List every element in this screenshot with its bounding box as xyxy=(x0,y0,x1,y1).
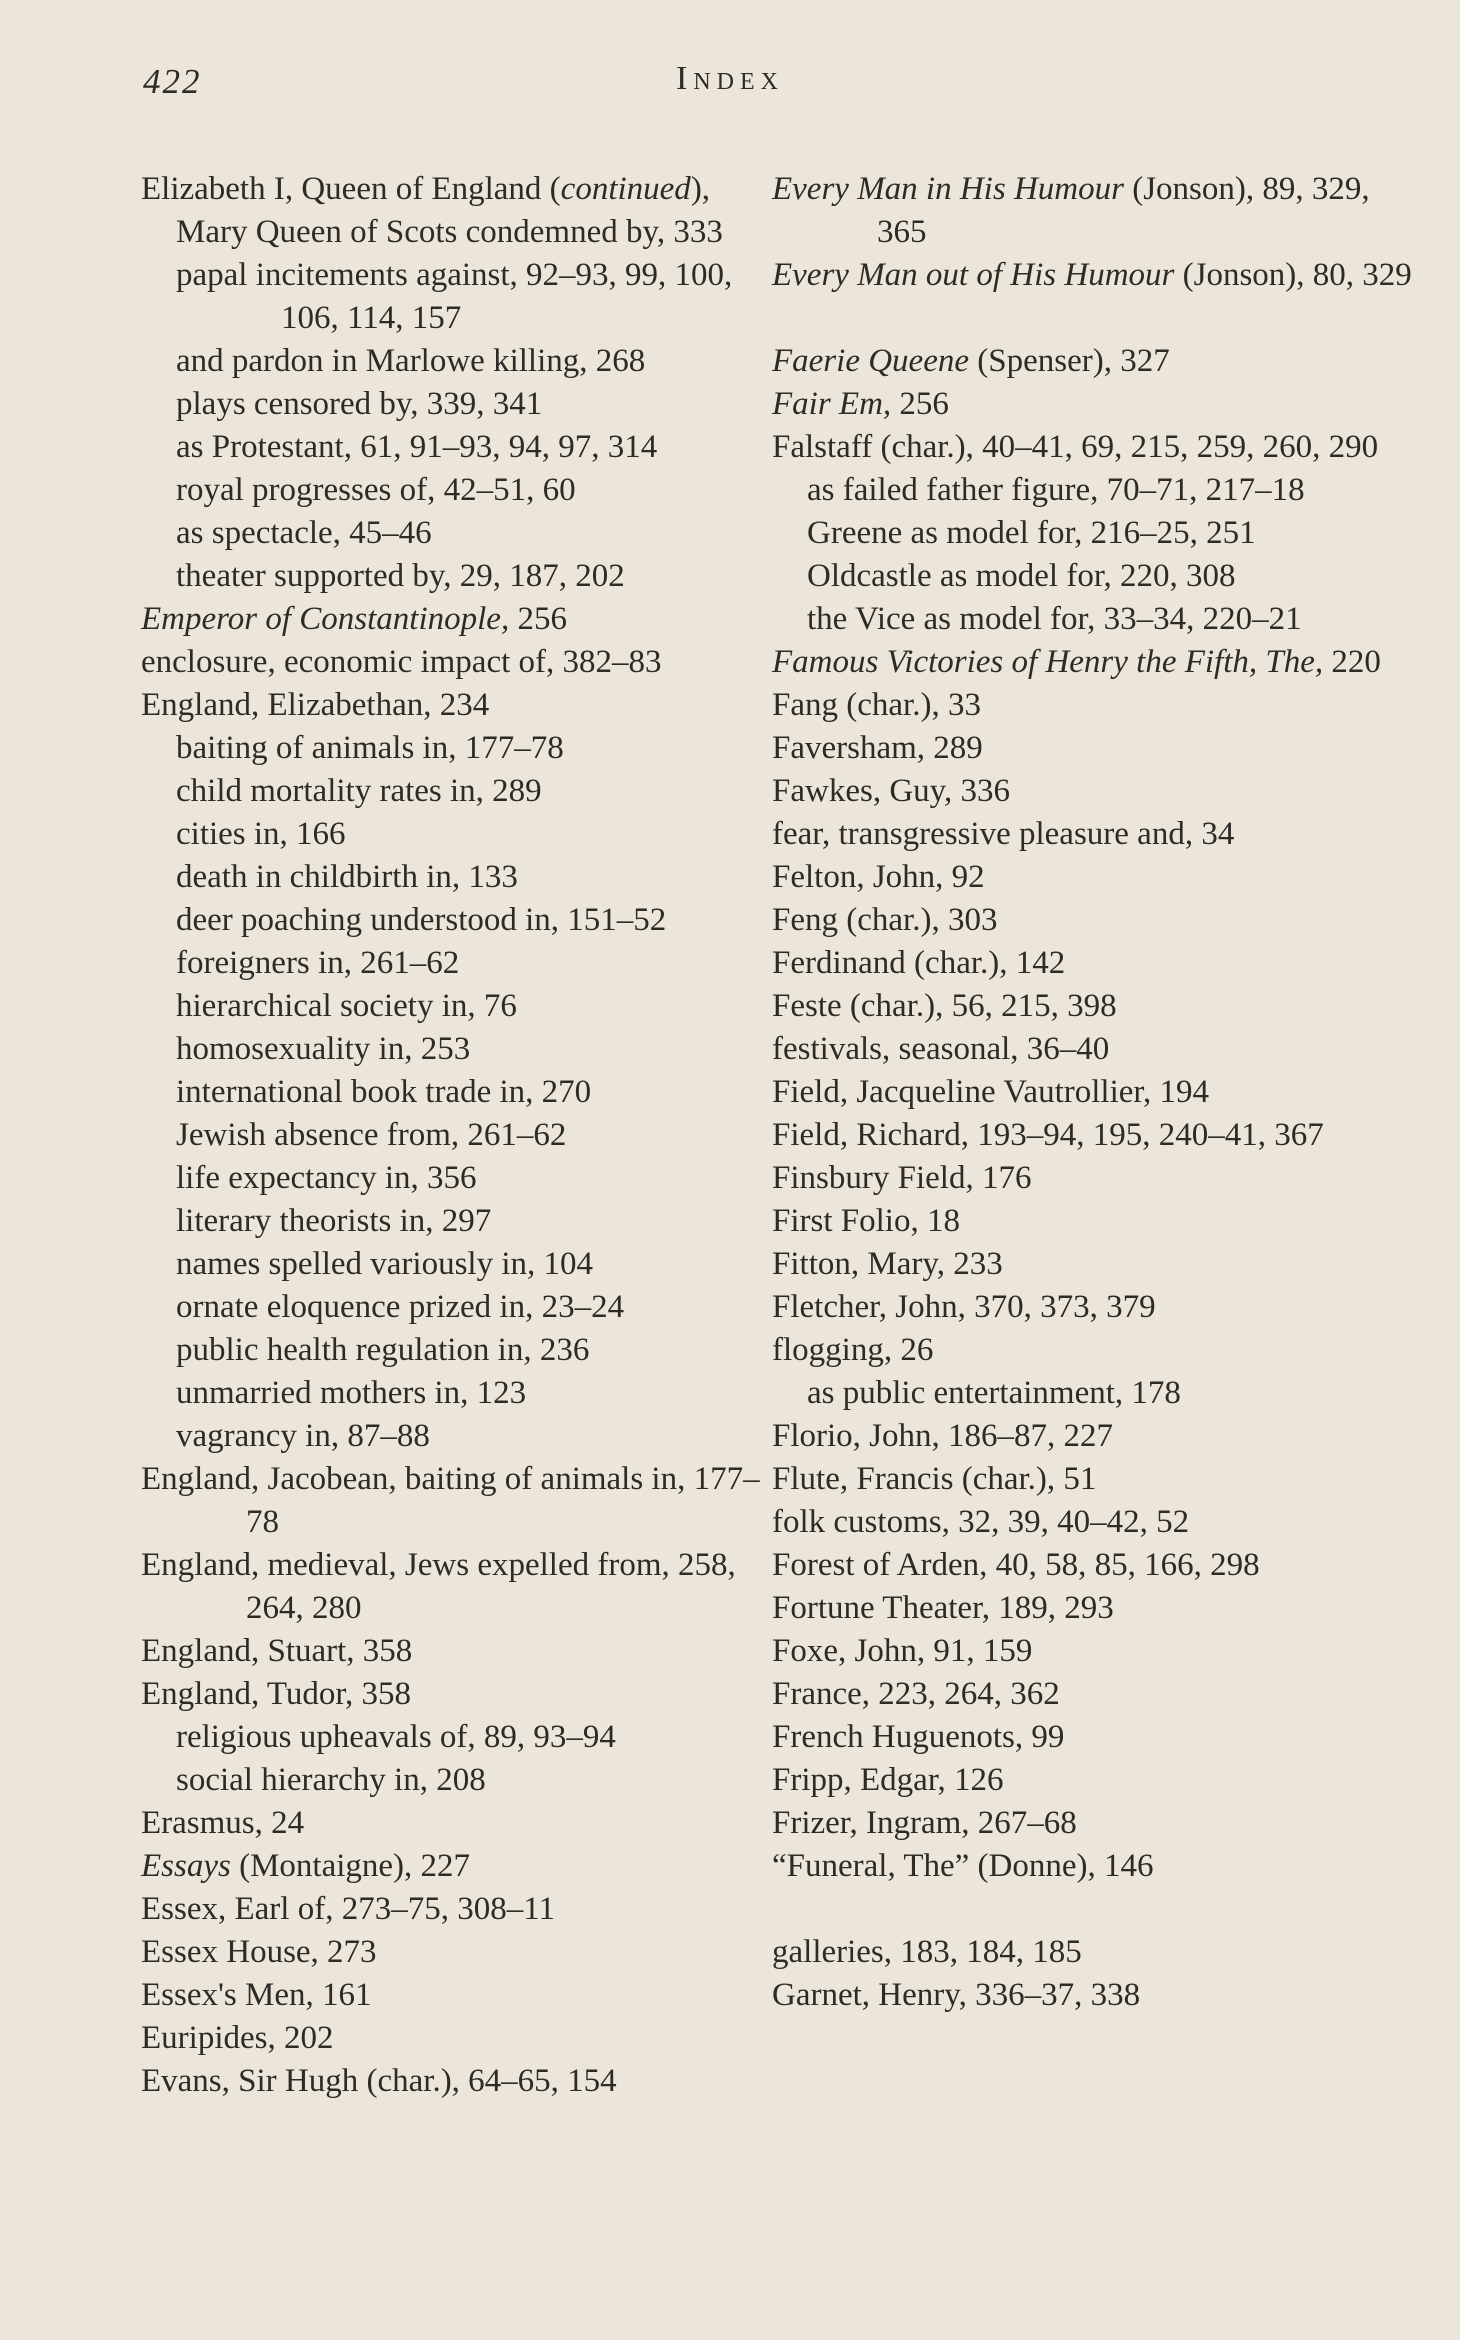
index-subentry xyxy=(141,1716,761,1759)
index-entry-title: Emperor of Constantinople, xyxy=(141,601,510,637)
index-entry xyxy=(141,598,761,641)
index-entry xyxy=(772,1329,1412,1372)
index-entry-text: “Funeral, The” (Donne), 146 xyxy=(772,1848,1154,1884)
index-entry-text: royal progresses of, 42–51, 60 xyxy=(176,472,576,508)
index-column-left xyxy=(141,168,761,2103)
index-entry xyxy=(772,1931,1412,1974)
index-entry-text: fear, transgressive pleasure and, 34 xyxy=(772,816,1235,852)
index-entry-text: Oldcastle as model for, 220, 308 xyxy=(807,558,1236,594)
index-entry-text: Essex House, 273 xyxy=(141,1934,377,1970)
index-entry-text: Forest of Arden, 40, 58, 85, 166, 298 xyxy=(772,1547,1260,1583)
index-subentry xyxy=(141,1157,761,1200)
index-entry-text: Flute, Francis (char.), 51 xyxy=(772,1461,1097,1497)
index-subentry xyxy=(141,1071,761,1114)
index-entry-text: Falstaff (char.), 40–41, 69, 215, 259, 260, 290 xyxy=(772,429,1379,465)
index-subentry xyxy=(772,469,1412,512)
index-entry-text: France, 223, 264, 362 xyxy=(772,1676,1060,1712)
index-entry-text: festivals, seasonal, 36–40 xyxy=(772,1031,1110,1067)
index-entry-text: foreigners in, 261–62 xyxy=(176,945,460,981)
index-subentry xyxy=(772,512,1412,555)
index-subentry xyxy=(141,1759,761,1802)
index-entry xyxy=(772,1845,1412,1888)
index-entry xyxy=(772,168,1412,254)
index-entry xyxy=(772,1243,1412,1286)
running-head: Index xyxy=(676,60,784,97)
index-entry-text: ), xyxy=(690,171,711,207)
index-entry xyxy=(772,641,1412,684)
index-entry xyxy=(141,1888,761,1931)
index-entry-text: Finsbury Field, 176 xyxy=(772,1160,1032,1196)
index-subentry xyxy=(141,426,761,469)
index-entry-text: hierarchical society in, 76 xyxy=(176,988,517,1024)
index-entry-text: folk customs, 32, 39, 40–42, 52 xyxy=(772,1504,1190,1540)
index-entry-text: Felton, John, 92 xyxy=(772,859,985,895)
index-entry-text: public health regulation in, 236 xyxy=(176,1332,590,1368)
index-subentry xyxy=(772,598,1412,641)
index-entry-text: Essex, Earl of, 273–75, 308–11 xyxy=(141,1891,555,1927)
index-entry-text: ornate eloquence prized in, 23–24 xyxy=(176,1289,625,1325)
index-entry-text: Field, Richard, 193–94, 195, 240–41, 367 xyxy=(772,1117,1324,1153)
index-entry-text: child mortality rates in, 289 xyxy=(176,773,542,809)
index-subentry xyxy=(141,383,761,426)
index-entry-text: 256 xyxy=(509,601,567,637)
index-entry-text: England, Elizabethan, 234 xyxy=(141,687,490,723)
index-entry-text: flogging, 26 xyxy=(772,1332,934,1368)
index-entry xyxy=(141,641,761,684)
index-entry-text: galleries, 183, 184, 185 xyxy=(772,1934,1082,1970)
index-entry-text: baiting of animals in, 177–78 xyxy=(176,730,564,766)
index-entry xyxy=(772,1071,1412,1114)
index-entry xyxy=(772,1286,1412,1329)
index-subentry xyxy=(141,469,761,512)
index-entry xyxy=(141,1931,761,1974)
index-entry-text: as Protestant, 61, 91–93, 94, 97, 314 xyxy=(176,429,658,465)
index-entry-title: Fair Em, xyxy=(772,386,892,422)
index-subentry xyxy=(141,899,761,942)
index-subentry xyxy=(141,1114,761,1157)
index-entry-text: deer poaching understood in, 151–52 xyxy=(176,902,667,938)
index-entry xyxy=(772,1759,1412,1802)
index-entry-text: literary theorists in, 297 xyxy=(176,1203,492,1239)
index-entry xyxy=(772,1458,1412,1501)
index-subentry xyxy=(772,1372,1412,1415)
index-entry-text: 220 xyxy=(1323,644,1381,680)
index-entry xyxy=(772,1673,1412,1716)
index-entry-text: death in childbirth in, 133 xyxy=(176,859,518,895)
index-entry-text: Elizabeth I, Queen of England ( xyxy=(141,171,561,207)
index-entry-text: homosexuality in, 253 xyxy=(176,1031,471,1067)
index-subentry xyxy=(141,1028,761,1071)
index-entry-text: England, Stuart, 358 xyxy=(141,1633,413,1669)
index-entry xyxy=(772,340,1412,383)
index-subentry xyxy=(141,813,761,856)
index-subentry xyxy=(141,340,761,383)
index-entry xyxy=(772,727,1412,770)
index-entry-title: Essays xyxy=(141,1848,231,1884)
index-subentry xyxy=(141,1200,761,1243)
index-entry-text: Field, Jacqueline Vautrollier, 194 xyxy=(772,1074,1210,1110)
index-entry xyxy=(141,684,761,727)
index-entry xyxy=(141,2060,761,2103)
index-entry-text: and pardon in Marlowe killing, 268 xyxy=(176,343,646,379)
index-entry xyxy=(772,1157,1412,1200)
index-subentry xyxy=(141,512,761,555)
index-subentry xyxy=(141,770,761,813)
index-entry-text: Foxe, John, 91, 159 xyxy=(772,1633,1033,1669)
index-entry-text: Fletcher, John, 370, 373, 379 xyxy=(772,1289,1156,1325)
index-entry-title: continued xyxy=(560,171,691,207)
index-entry xyxy=(772,1802,1412,1845)
index-entry xyxy=(772,856,1412,899)
index-entry xyxy=(772,1716,1412,1759)
index-entry-text: Erasmus, 24 xyxy=(141,1805,305,1841)
index-entry-title: Every Man out of His Humour xyxy=(772,257,1175,293)
index-entry xyxy=(141,1630,761,1673)
index-subentry xyxy=(141,1415,761,1458)
index-entry xyxy=(772,383,1412,426)
index-entry-text: enclosure, economic impact of, 382–83 xyxy=(141,644,662,680)
index-entry-text: Fitton, Mary, 233 xyxy=(772,1246,1003,1282)
index-entry-text: (Spenser), 327 xyxy=(969,343,1170,379)
index-entry xyxy=(141,1845,761,1888)
index-entry-text: cities in, 166 xyxy=(176,816,346,852)
index-entry xyxy=(141,1802,761,1845)
page-number: 422 xyxy=(143,62,202,101)
index-entry-text: international book trade in, 270 xyxy=(176,1074,592,1110)
index-entry-text: England, Jacobean, baiting of animals in, 177–78 xyxy=(141,1461,760,1540)
index-entry xyxy=(772,813,1412,856)
index-entry-text: (Jonson), 80, 329 xyxy=(1174,257,1412,293)
index-entry-text: Ferdinand (char.), 142 xyxy=(772,945,1066,981)
index-subentry xyxy=(141,856,761,899)
index-subentry xyxy=(141,985,761,1028)
index-entry-text: 256 xyxy=(891,386,949,422)
index-entry-text: Faversham, 289 xyxy=(772,730,983,766)
index-entry-text: Fortune Theater, 189, 293 xyxy=(772,1590,1114,1626)
index-entry xyxy=(772,985,1412,1028)
index-entry xyxy=(772,1544,1412,1587)
index-entry xyxy=(772,770,1412,813)
index-subentry xyxy=(141,942,761,985)
index-subentry xyxy=(141,1372,761,1415)
index-entry xyxy=(772,1630,1412,1673)
index-entry-text: French Huguenots, 99 xyxy=(772,1719,1065,1755)
index-subentry xyxy=(141,1243,761,1286)
index-entry xyxy=(141,2017,761,2060)
index-subentry xyxy=(141,555,761,598)
index-entry-text: Feste (char.), 56, 215, 398 xyxy=(772,988,1117,1024)
index-entry-text: papal incitements against, 92–93, 99, 100, 106, 114, 157 xyxy=(176,257,733,336)
index-entry-text: England, medieval, Jews expelled from, 258, 264, 280 xyxy=(141,1547,736,1626)
index-entry-text: the Vice as model for, 33–34, 220–21 xyxy=(807,601,1302,637)
index-entry xyxy=(772,942,1412,985)
index-entry-text: plays censored by, 339, 341 xyxy=(176,386,543,422)
index-subentry xyxy=(141,1286,761,1329)
index-entry-text: (Montaigne), 227 xyxy=(230,1848,471,1884)
index-entry xyxy=(141,1974,761,2017)
index-entry-text: Frizer, Ingram, 267–68 xyxy=(772,1805,1077,1841)
index-entry-text: Jewish absence from, 261–62 xyxy=(176,1117,567,1153)
index-entry-text: religious upheavals of, 89, 93–94 xyxy=(176,1719,616,1755)
index-entry xyxy=(141,1458,761,1544)
index-entry xyxy=(772,1200,1412,1243)
index-entry-text: Fripp, Edgar, 126 xyxy=(772,1762,1004,1798)
index-entry-text: Garnet, Henry, 336–37, 338 xyxy=(772,1977,1141,2013)
index-entry xyxy=(772,899,1412,942)
index-entry-title: Every Man in His Humour xyxy=(772,171,1124,207)
index-subentry xyxy=(141,1329,761,1372)
index-entry-text: England, Tudor, 358 xyxy=(141,1676,412,1712)
index-entry xyxy=(772,1028,1412,1071)
index-entry-text: theater supported by, 29, 187, 202 xyxy=(176,558,625,594)
index-entry-text: as spectacle, 45–46 xyxy=(176,515,432,551)
index-entry-text: (Jonson), 89, 329, 365 xyxy=(877,171,1370,250)
index-entry xyxy=(772,1974,1412,2017)
index-entry-text: social hierarchy in, 208 xyxy=(176,1762,486,1798)
index-entry-text: as public entertainment, 178 xyxy=(807,1375,1181,1411)
index-entry-text: First Folio, 18 xyxy=(772,1203,960,1239)
index-entry-text: as failed father figure, 70–71, 217–18 xyxy=(807,472,1305,508)
index-entry-text: Evans, Sir Hugh (char.), 64–65, 154 xyxy=(141,2063,617,2099)
index-subentry xyxy=(141,211,761,254)
index-entry xyxy=(772,254,1412,297)
index-entry-text: Mary Queen of Scots condemned by, 333 xyxy=(176,214,723,250)
index-entry xyxy=(772,1587,1412,1630)
index-entry-text: Fawkes, Guy, 336 xyxy=(772,773,1011,809)
index-entry-text: unmarried mothers in, 123 xyxy=(176,1375,527,1411)
index-entry-text: life expectancy in, 356 xyxy=(176,1160,477,1196)
index-entry-text: Florio, John, 186–87, 227 xyxy=(772,1418,1114,1454)
index-entry-text: Greene as model for, 216–25, 251 xyxy=(807,515,1256,551)
index-entry xyxy=(141,1544,761,1630)
index-entry-text: Essex's Men, 161 xyxy=(141,1977,372,2013)
index-entry xyxy=(141,168,761,211)
index-entry-text: names spelled variously in, 104 xyxy=(176,1246,594,1282)
index-entry xyxy=(772,1415,1412,1458)
index-entry-title: Famous Victories of Henry the Fifth, The, xyxy=(772,644,1324,680)
index-entry-text: vagrancy in, 87–88 xyxy=(176,1418,430,1454)
index-subentry xyxy=(772,555,1412,598)
index-column-right xyxy=(772,168,1412,2017)
index-entry-text: Feng (char.), 303 xyxy=(772,902,998,938)
index-entry-text: Euripides, 202 xyxy=(141,2020,334,2056)
index-entry xyxy=(772,1501,1412,1544)
index-entry xyxy=(141,1673,761,1716)
index-entry xyxy=(772,1114,1412,1157)
index-entry-text: Fang (char.), 33 xyxy=(772,687,981,723)
index-subentry xyxy=(141,727,761,770)
index-subentry xyxy=(141,254,761,340)
index-entry xyxy=(772,684,1412,727)
index-entry xyxy=(772,426,1412,469)
index-entry-title: Faerie Queene xyxy=(772,343,969,379)
